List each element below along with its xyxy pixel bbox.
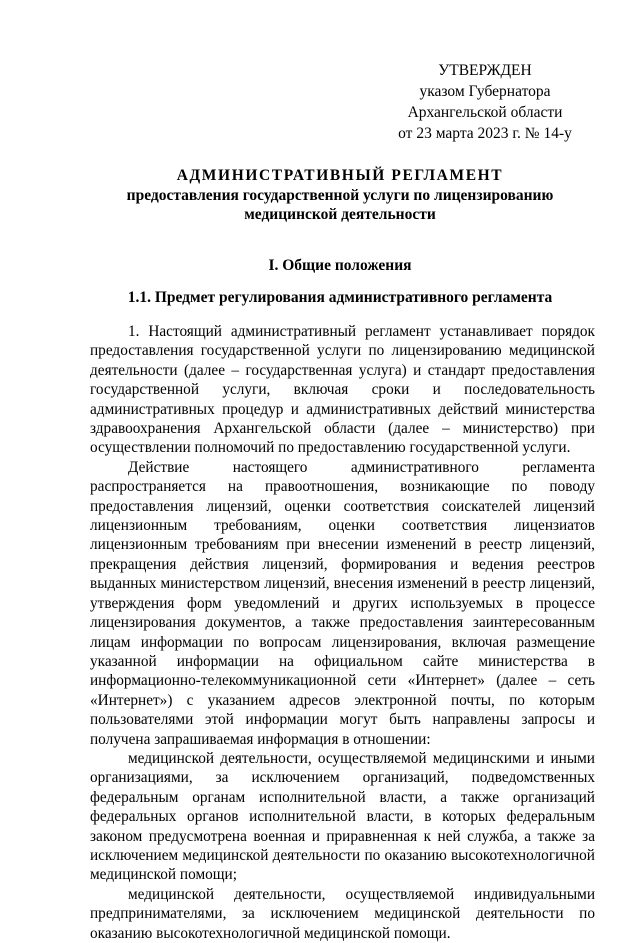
paragraph-1: 1. Настоящий административный регламент устанавливает порядок предоставления государственной услуги по лицензированию медицинской деятельности (далее – государственная услуга) и стандарт предоставления государственной услуги, включая сроки и последовательность административных процедур и административных действий министерства здравоохранения Архангельской области (далее – министерство) при осуществлении полномочий по предоставлению государственной услуги. — [90, 323, 595, 457]
approval-status: УТВЕРЖДЕН — [438, 62, 532, 79]
document-title: АДМИНИСТРАТИВНЫЙ РЕГЛАМЕНТ — [176, 167, 504, 184]
approval-region: Архангельской области — [407, 104, 563, 121]
document-subtitle-line-1: предоставления государственной услуги по лицензированию — [126, 187, 554, 204]
document-body — [90, 322, 595, 943]
paragraph-2: Действие настоящего административного регламента распространяется на правоотношения, возникающие по поводу предоставления лицензий, оценки соответствия соискателей лицензий лицензионным требованиям, оценки соответствия лицензиатов лицензионным требованиям при внесении изменений в реестр лицензий, прекращения действия лицензий, формирования и ведения реестров выданных министерством лицензий, внесения изменений в реестр лицензий, утверждения форм уведомлений и других используемых в процессе лицензирования документов, а также предоставления заинтересованным лицам информации по вопросам лицензирования, включая размещение указанной информации на официальном сайте министерства в информационно-телекоммуникационной сети «Интернет» (далее – сеть «Интернет») с указанием адресов электронной почты, по которым пользователями этой информации могут быть направлены запросы и получена запрашиваемая информация в отношении: — [90, 458, 595, 748]
document-subtitle-line-2: медицинской деятельности — [244, 206, 436, 223]
paragraph-3: медицинской деятельности, осуществляемой медицинскими и иными организациями, за исключением организаций, подведомственных федеральным органам исполнительной власти, а также организаций федеральных органов исполнительной власти, в которых федеральным законом предусмотрена военная и приравненная к ней служба, а также за исключением медицинской деятельности по оказанию высокотехнологичной медицинской помощи; — [90, 749, 595, 884]
approval-authority: указом Губернатора — [419, 83, 551, 100]
paragraph-4: медицинской деятельности, осуществляемой индивидуальными предпринимателями, за исключением медицинской деятельности по оказанию высокотехнологичной медицинской помощи. — [90, 885, 595, 942]
document-title-block — [80, 166, 600, 224]
approval-date-number: от 23 марта 2023 г. № 14-у — [398, 125, 572, 142]
subsection-heading: 1.1. Предмет регулирования административного регламента — [127, 289, 553, 306]
approval-stamp — [370, 60, 600, 144]
section-heading: I. Общие положения — [268, 257, 412, 274]
